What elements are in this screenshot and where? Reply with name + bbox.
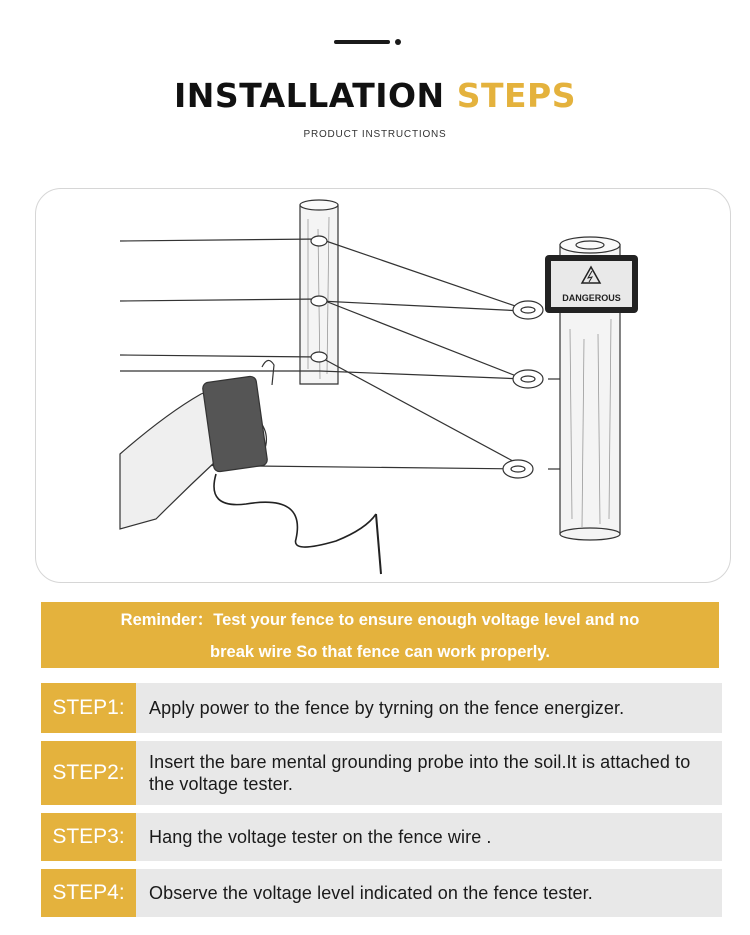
- step-text: Observe the voltage level indicated on the fence tester.: [149, 883, 593, 903]
- step-row-4: [41, 869, 722, 917]
- step-label: STEP2:: [41, 741, 136, 805]
- fence-illustration-card: [35, 188, 731, 583]
- step-label: STEP4:: [41, 869, 136, 917]
- reminder-line-1: Reminder：Test your fence to ensure enough voltage level and no: [120, 611, 640, 629]
- title-part-2: STEPS: [456, 76, 576, 115]
- step-label: STEP3:: [41, 813, 136, 861]
- reminder-banner: [41, 602, 719, 668]
- page-title: [0, 76, 750, 115]
- danger-sign: [545, 255, 638, 313]
- step-text: Insert the bare mental grounding probe into the soil.It is attached to the voltage tester.: [149, 752, 691, 794]
- step-row-2: [41, 741, 722, 805]
- insulators: [311, 236, 543, 478]
- step-text: Apply power to the fence by tyrning on the fence energizer.: [149, 698, 625, 718]
- reminder-line-2: break wire So that fence can work properly.: [210, 643, 550, 661]
- step-text: Hang the voltage tester on the fence wire .: [149, 827, 492, 847]
- header-decoration: [334, 40, 402, 46]
- page-subtitle: PRODUCT INSTRUCTIONS: [303, 129, 447, 140]
- step-row-3: [41, 813, 722, 861]
- decoration-bar: [334, 40, 390, 44]
- fence-illustration: [36, 189, 731, 583]
- step-row-1: [41, 683, 722, 733]
- step-label: STEP1:: [41, 683, 136, 733]
- danger-sign-text: DANGEROUS: [562, 293, 621, 303]
- title-part-1: INSTALLATION: [174, 76, 445, 115]
- decoration-dot: [395, 39, 401, 45]
